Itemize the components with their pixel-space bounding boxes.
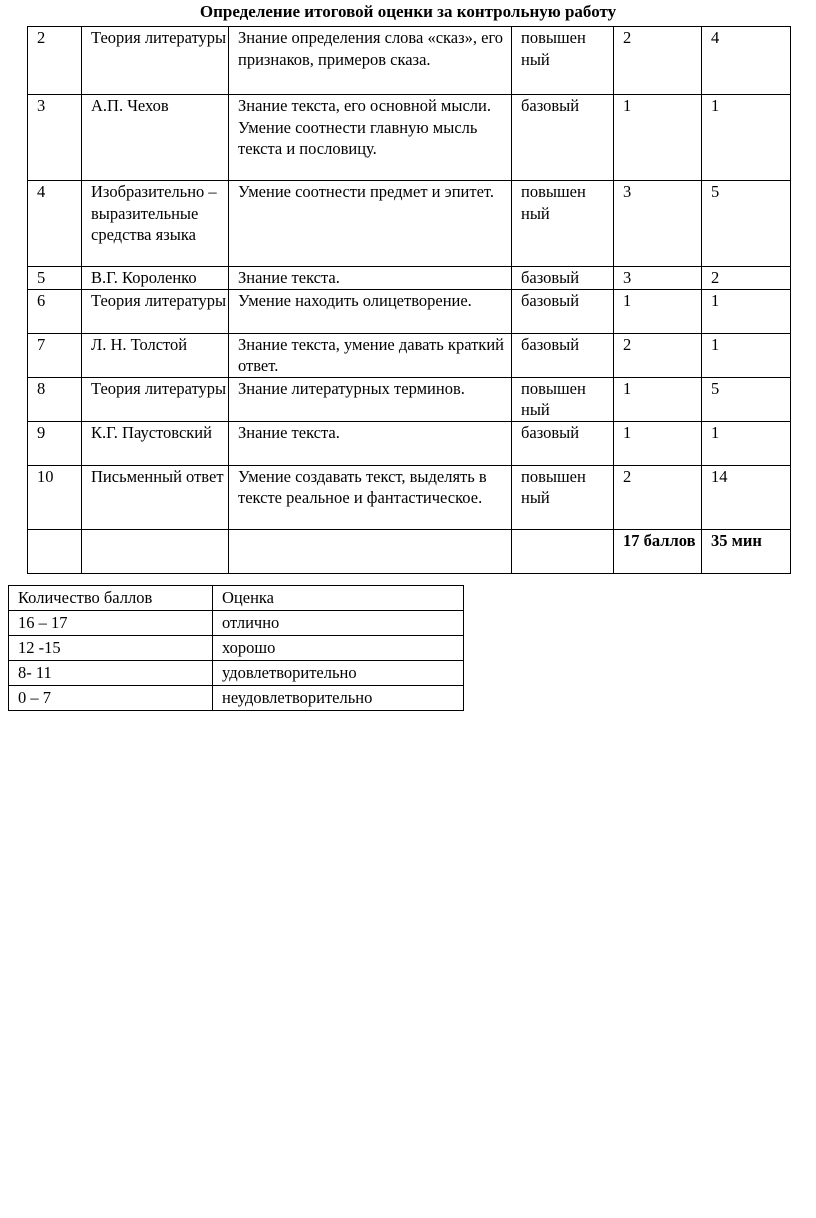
cell-num: 6 [28, 289, 82, 333]
cell-level: базовый [512, 95, 614, 181]
table-row [28, 377, 791, 421]
cell-level: повышен ный [512, 27, 614, 95]
table-row [28, 267, 791, 290]
cell-time: 2 [702, 267, 791, 290]
cell-time: 4 [702, 27, 791, 95]
cell-level: базовый [512, 333, 614, 377]
cell-num: 4 [28, 181, 82, 267]
cell-skill: Знание текста, умение давать краткий ответ. [229, 333, 512, 377]
cell-time: 1 [702, 333, 791, 377]
grade-value: неудовлетворительно [213, 686, 464, 711]
grade-value: удовлетворительно [213, 661, 464, 686]
grade-row [9, 661, 464, 686]
cell-level: базовый [512, 421, 614, 465]
cell-level: повышен ный [512, 465, 614, 529]
cell-level: базовый [512, 289, 614, 333]
cell-skill: Знание литературных терминов. [229, 377, 512, 421]
cell-topic: А.П. Чехов [82, 95, 229, 181]
cell-time: 5 [702, 181, 791, 267]
empty-cell [28, 529, 82, 573]
cell-time: 1 [702, 421, 791, 465]
cell-topic: Изобразительно – выразительные средства языка [82, 181, 229, 267]
cell-skill: Умение соотнести предмет и эпитет. [229, 181, 512, 267]
cell-time: 5 [702, 377, 791, 421]
cell-points: 3 [614, 267, 702, 290]
grade-row [9, 686, 464, 711]
cell-skill: Знание текста, его основной мысли. Умение соотнести главную мысль текста и пословицу. [229, 95, 512, 181]
score-range: 0 – 7 [9, 686, 213, 711]
cell-num: 2 [28, 27, 82, 95]
grade-value: отлично [213, 611, 464, 636]
cell-points: 2 [614, 333, 702, 377]
cell-level: базовый [512, 267, 614, 290]
score-range: 16 – 17 [9, 611, 213, 636]
table-row [28, 181, 791, 267]
table-row [28, 27, 791, 95]
empty-cell [512, 529, 614, 573]
cell-skill: Знание текста. [229, 267, 512, 290]
cell-points: 2 [614, 27, 702, 95]
cell-points: 1 [614, 289, 702, 333]
cell-topic: Теория литературы [82, 289, 229, 333]
cell-skill: Знание определения слова «сказ», его признаков, примеров сказа. [229, 27, 512, 95]
cell-topic: Теория литературы [82, 377, 229, 421]
cell-points: 1 [614, 421, 702, 465]
cell-level: повышен ный [512, 377, 614, 421]
cell-num: 10 [28, 465, 82, 529]
cell-topic: В.Г. Короленко [82, 267, 229, 290]
cell-num: 3 [28, 95, 82, 181]
total-points: 17 баллов [614, 529, 702, 573]
table-row [28, 289, 791, 333]
cell-num: 7 [28, 333, 82, 377]
cell-points: 1 [614, 377, 702, 421]
cell-skill: Умение находить олицетворение. [229, 289, 512, 333]
empty-cell [82, 529, 229, 573]
cell-time: 1 [702, 289, 791, 333]
grade-table [8, 585, 464, 711]
cell-topic: Теория литературы [82, 27, 229, 95]
cell-level: повышен ный [512, 181, 614, 267]
cell-num: 9 [28, 421, 82, 465]
cell-points: 1 [614, 95, 702, 181]
cell-num: 8 [28, 377, 82, 421]
table-row [28, 465, 791, 529]
cell-points: 2 [614, 465, 702, 529]
empty-cell [229, 529, 512, 573]
table-row [28, 421, 791, 465]
cell-topic: К.Г. Паустовский [82, 421, 229, 465]
cell-num: 5 [28, 267, 82, 290]
grade-header-cell: Количество баллов [9, 586, 213, 611]
total-time: 35 мин [702, 529, 791, 573]
grade-row [9, 611, 464, 636]
grade-value: хорошо [213, 636, 464, 661]
tasks-table [27, 26, 791, 574]
cell-skill: Знание текста. [229, 421, 512, 465]
table-row [28, 333, 791, 377]
totals-row [28, 529, 791, 573]
page-title: Определение итоговой оценки за контрольную работу [199, 2, 617, 21]
table-row [28, 95, 791, 181]
grade-header-row [9, 586, 464, 611]
grade-header-cell: Оценка [213, 586, 464, 611]
grade-row [9, 636, 464, 661]
cell-skill: Умение создавать текст, выделять в тексте реальное и фантастическое. [229, 465, 512, 529]
cell-time: 1 [702, 95, 791, 181]
cell-points: 3 [614, 181, 702, 267]
cell-time: 14 [702, 465, 791, 529]
score-range: 8- 11 [9, 661, 213, 686]
cell-topic: Л. Н. Толстой [82, 333, 229, 377]
score-range: 12 -15 [9, 636, 213, 661]
cell-topic: Письменный ответ [82, 465, 229, 529]
